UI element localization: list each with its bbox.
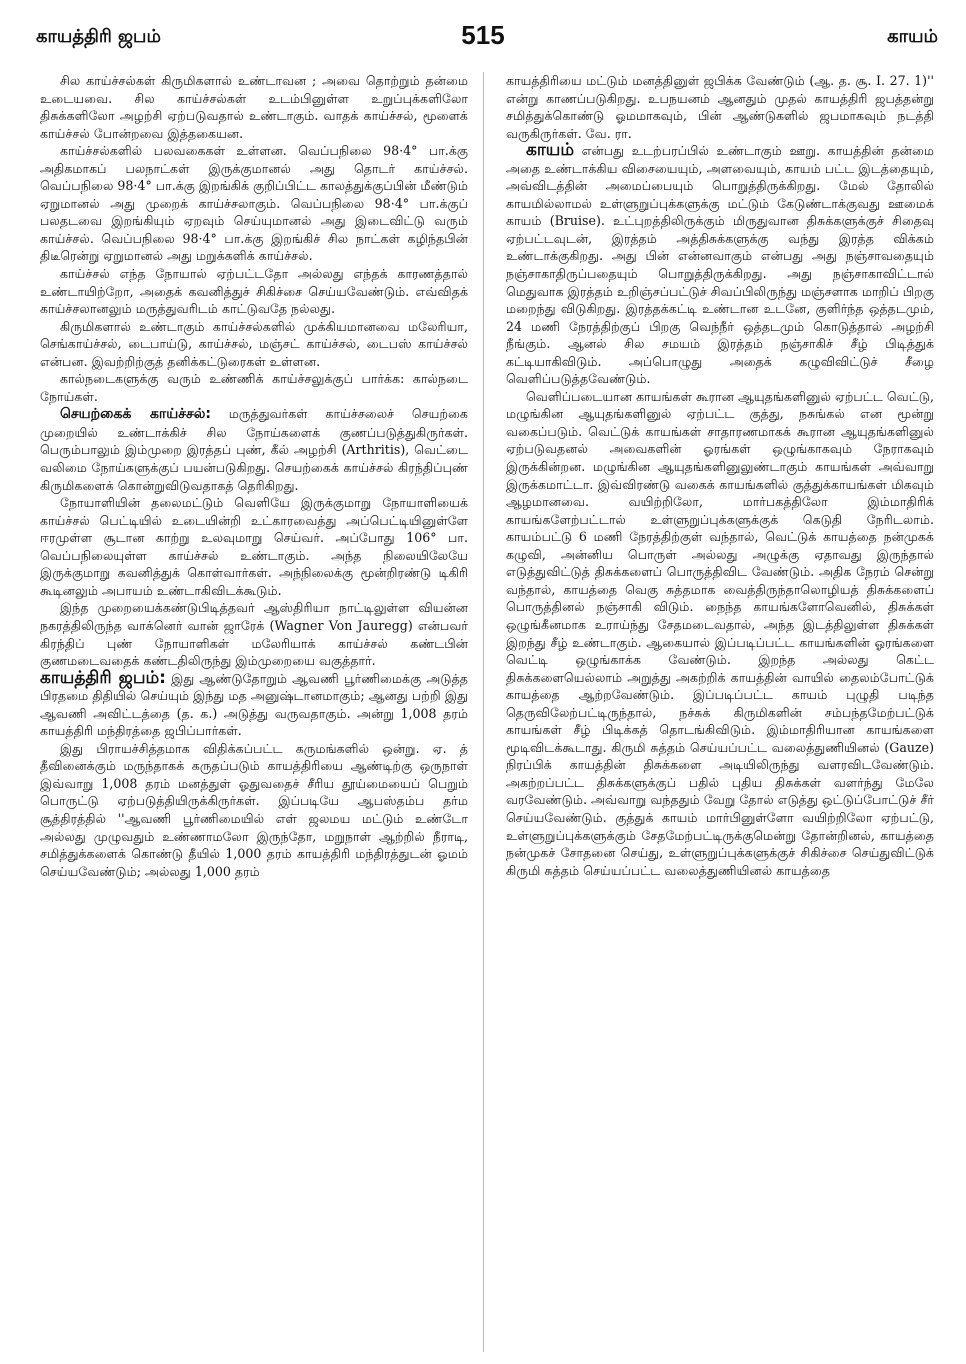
- paragraph: காய்ச்சல் எந்த நோயால் ஏற்பட்டதோ அல்லது எந்தக் காரணத்தால் உண்டாயிற்றோ, அதைக் கவனித்துச் சிகிச்சை செய்யவேண்டும். எவ்விதக் காய்ச்சலானலும் மருத்துவரிடம் காட்டுவதே நல்லது.: [40, 266, 468, 317]
- paragraph-text: இது ஆண்டுதோறும் ஆவணி பூர்ணிமைக்கு அடுத்த பிரதமை திதியில் செய்யும் இந்து மத அனுஷ்டானமாகும்; ஆனது பற்றி இது ஆவணி அவிட்டத்தை (த. க.) அடுத்து வருவதாகும். அன்று 1,008 தரம் காயத்திரி மந்திரத்தை ஜபிப்பார்கள்.: [40, 670, 468, 739]
- running-head-right: காயம்: [887, 26, 938, 47]
- running-head-left: காயத்திரி ஜபம்: [36, 26, 161, 47]
- paragraph: சில காய்ச்சல்கள் கிருமிகளால் உண்டாவன ; அவை தொற்றும் தன்மை உடையவை. சில காய்ச்சல்கள் உடம்பினுள்ள உறுப்புக்களிலோ திசுக்களிலோ அழற்சி ஏற்படுவதால் உண்டாகும். வாதக் காய்ச்சல், மூளைக் காய்ச்சல் போன்றவை இத்தகையன.: [40, 73, 468, 141]
- paragraph: கிருமிகளால் உண்டாகும் காய்ச்சல்களில் முக்கியமானவை மலேரியா, செங்காய்ச்சல், டைபாய்டு, காய்ச்சல், மஞ்சட் காய்ச்சல், டைபஸ் காய்ச்சல் என்பன. இவற்றிற்குத் தனிக்கட்டுரைகள் உள்ளன.: [40, 318, 468, 369]
- column-divider: [483, 72, 484, 1352]
- entry-paragraph: [506, 142, 934, 388]
- paragraph: காயத்திரியை மட்டும் மனத்தினுள் ஜபிக்க வேண்டும் (ஆ. த. சூ. I. 27. 1)'' என்று காணப்படுகிறது. உபநயனம் ஆனதும் முதல் காயத்திரி ஜபத்தன்று சமித்துக்கொண்டு ஓமமாகவும், பின் ஆண்டுகளில் ஜபமாகவும் நடத்தி வருகிருர்கள். வே. ரா.: [506, 73, 934, 141]
- paragraph: [40, 405, 468, 494]
- entry-title: காயத்திரி ஜபம்:: [40, 667, 166, 688]
- paragraph: நோயாளியின் தலைமட்டும் வெளியே இருக்குமாறு நோயாளியைக் காய்ச்சல் பெட்டியில் உடையின்றி உட்காரவைத்து அப்பெட்டியினுள்ளே ஈரமுள்ள சூடான காற்று உலவுமாறு செய்வர். அப்போது 106° பா. வெப்பநிலையுள்ள காய்ச்சல் உண்டாகும். அந்த நிலையிலேயே இருக்குமாறு கவனித்துக் கொள்வார்கள். அந்நிலைக்கு மூன்றிரண்டு டிகிரி கூடினலும் அபாயம் உண்டாகிவிடக்கூடும்.: [40, 495, 468, 598]
- page-number: 515: [461, 20, 505, 50]
- right-column: [506, 72, 934, 1357]
- entry-paragraph: [40, 667, 468, 740]
- paragraph: இது பிராயச்சித்தமாக விதிக்கப்பட்ட கருமங்களில் ஒன்று. ஏ. த் தீவினைக்கும் மருந்தாகக் கருதப்படும் காயத்திரியை ஆண்டிற்கு ஒருநாள் இவ்வாறு 1,008 தரம் மனத்துள் ஓதுவதைச் சீரிய தூய்மையைப் பெறும் பொருட்டு ஏற்படுத்தியிருக்கிருர்கள். இப்படியே ஆபஸ்தம்ப தர்ம சூத்திரத்தில் ''ஆவணி பூர்ணிமையில் எள் ஜலமய மட்டும் உண்டோ அல்லது முழுவதும் உண்ணாமலோ இருந்தோ, மறுநாள் ஆற்றில் நீராடி, சமித்துக்களைக் கொண்டு தீயில் 1,000 தரம் காயத்திரி மந்திரத்துடன் ஓமம் செய்யவேண்டும்; அல்லது 1,000 தரம்: [40, 740, 468, 879]
- paragraph: இந்த முறையைக்கண்டுபிடித்தவர் ஆஸ்திரியா நாட்டிலுள்ள வியன்ன நகரத்திலிருந்த வாக்னெர் வான் ஜாரேக் (Wagner Von Jauregg) என்பவர் கிரந்திப் புண் நோயாளிகள் மலேரியாக் காய்ச்சல் கண்டபின் குணமடைவதைக் கண்டதிலிருந்து இம்முறையை வகுத்தார்.: [40, 600, 468, 669]
- paragraph: வெளிப்படையான காயங்கள் கூரான ஆயுதங்களினுல் ஏற்பட்ட வெட்டு, மழுங்கின ஆயுதங்களினுல் ஏற்பட்ட குத்து, நசுங்கல் என மூன்று வகைப்படும். வெட்டுக் காயங்கள் சாதாரணமாகக் கூரான ஆயுதங்களினுல் ஏற்படுவதனல் அவைகளின் ஓரங்கள் ஒழுங்காகவும் நேராகவும் இருக்கின்றன. மழுங்கின ஆயுதங்களினுலுண்டாகும் காயங்கள் அவ்வாறு இருக்கமாட்டா. இவ்விரண்டு வகைக் காயங்களில் குத்துக்காயங்கள் மிகவும் ஆழமானவை. வயிற்றிலோ, மார்பகத்திலோ இம்மாதிரிக் காயங்களேற்பட்டால் உள்ளுறுப்புக்களுக்குக் கெடுதி நேரிடலாம். காயம்பட்டு 6 மணி நேரத்திற்குள் வந்தால், வெட்டுக் காயத்தை நன்முகக் கழுவி, அன்னிய பொருள் அல்லது அழுக்கு ஏதாவது இருந்தால் எடுத்துவிட்டுத் திசுக்களைப் பொருத்திவிட வேண்டும். அதிக நேரம் சென்று வந்தால், காயத்தை வெகு சுத்தமாக வைத்திருந்தாலொழியத் திசுக்களைப் பொருத்தினல் நஞ்சாகி விடும். நைந்த காயங்களோவெனில், திசுக்கள் ஒழுங்கீனமாக உராய்ந்து சேதமடைவதால், அந்த இடத்திலுள்ள திசுக்கள் இறந்து சீழ் உண்டாகும். ஆகையால் இப்படிப்பட்ட காயங்களின் ஓரங்களை வெட்டி ஒழுங்காக்க வேண்டும். இறந்த அல்லது கெட்ட திசுக்களையெல்லாம் அறுத்து அகற்றிக் காயத்தின் வாயில் தைலம்போட்டுக் காயத்தை ஆற்றவேண்டும். இப்படிப்பட்ட காயம் புழுதி படிந்த தெருவிலேற்பட்டிருந்தால், நச்சுக் கிருமிகளின் சம்பந்தமேற்பட்டுக் காயங்கள் சீழ் பிடிக்கத் தொடங்கிவிடும். இம்மாதிரியான காயங்களை மூடிவிடக்கூடாது. கிருமி சுத்தம் செய்யப்பட்ட வலைத்துணியினல் (Gauze) நிரப்பிக் காயத்தின் திசுக்களை அடியிலிருந்து வளரவிடவேண்டும். அகற்றப்பட்ட திசுக்களுக்குப் பதில் புதிய திசுக்கள் வளர்ந்து மேலே வரவேண்டும். அவ்வாறு வந்ததும் வேறு தோல் எடுத்து ஒட்டுப்போட்டுச் சீர் செய்யவேண்டும். குத்துக் காயம் மார்பினுள்ளோ வயிற்றிலோ ஏற்பட்டு, உள்ளுறுப்புக்களுக்கும் சேதமேற்பட்டிருக்குமென்று தோன்றினல், காயத்தை நன்முகச் சோதனை செய்து, உள்ளுறுப்புக்களுக்குச் சிகிச்சை செய்துவிட்டுக் கிருமி சுத்தம் செய்யப்பட்ட வலைத்துணியினல் காயத்தை: [506, 388, 934, 878]
- section-heading: செயற்கைக் காய்ச்சல்:: [60, 406, 211, 423]
- paragraph-text: மருத்துவர்கள் காய்ச்சலைச் செயற்கை முறையில் உண்டாக்கிச் சில நோய்களைக் குணப்படுத்துகிருர்கள். பெரும்பாலும் இம்முறை இரத்தப் புண், கீல் அழற்சி (Arthritis), வெட்டை வலிமை நோய்களுக்குப் பயன்படுகிறது. செயற்கைக் காய்ச்சல் கிரந்திப்புண் கிருமிகளைக் கொன்றுவிடுவதாகத் தெரிகிறது.: [40, 406, 468, 493]
- left-column: [40, 72, 468, 1357]
- paragraph: காய்ச்சல்களில் பலவகைகள் உள்ளன. வெப்பநிலை 98·4° பா.க்கு அதிகமாகப் பலநாட்கள் இருக்குமானல் அது தொடர் காய்ச்சல். வெப்பநிலை 98·4° பா.க்கு இறங்கிக் குறிப்பிட்ட காலத்துக்குப்பின் மீண்டும் ஏறுமானல் அது முறைக் காய்ச்சலாகும். வெப்பநிலை 98·4° பா.க்குப் பலதடவை இறங்கியும் ஏறவும் செய்யுமானல் அது இடைவிட்டு வரும் காய்ச்சல். வெப்பநிலை 98·4° பா.க்கு இறங்கிச் சில நாட்கள் கழிந்தபின் திடீரென்று ஏறுமானல் அது மறுக்களிக் காய்ச்சல்.: [40, 143, 468, 264]
- paragraph-text: என்பது உடற்பரப்பில் உண்டாகும் ஊறு. காயத்தின் தன்மை அதை உண்டாக்கிய விசையையும், அளவையும், காயம் பட்ட இடத்தையும், அவ்விடத்தின் அமைப்பையும் பொறுத்திருக்கிறது. மேல் தோலில் காயமில்லாமல் உள்ளுறுப்புக்களுக்கு மட்டும் கேடுண்டாக்குவது ஊமைக் காயம் (Bruise). உட்புறத்திலிருக்கும் மிருதுவான திசுக்களுக்குச் சிதைவு ஏற்பட்டவுடன், இரத்தம் அத்திசுக்களுக்கு வந்து இரத்த விக்கம் உண்டாக்குகிறது. அது பின் என்னவாகும் என்பது அது நஞ்சாவதையும் நஞ்சாகாதிருப்பதையும் பொறுத்திருக்கிறது. அது நஞ்சாகாவிட்டால் மெதுவாக இரத்தம் உறிஞ்சப்பட்டுச் சிவப்பிலிருந்து மஞ்சளாக மாறிப் பிறகு மறைந்து விடுகிறது. இரத்தக்கட்டி உண்டான உடனே, குளிர்ந்த ஒத்தடமும், 24 மணி நேரத்திற்குப் பிறகு வெந்நீர் ஒத்தடமும் கொடுத்தால் அழற்சி நீங்கும். ஆனல் சில சமயம் இரத்தம் நஞ்சாகிச் சீழ் பிடித்துக் கட்டியாகிவிடும். அப்பொழுது அதைக் கழுவிவிட்டுச் சீழை வெளிப்படுத்தவேண்டும்.: [506, 143, 934, 387]
- paragraph: கால்நடைகளுக்கு வரும் உண்ணிக் காய்ச்சலுக்குப் பார்க்க: கால்நடை நோய்கள்.: [40, 371, 468, 404]
- entry-title: காயம்: [526, 140, 575, 161]
